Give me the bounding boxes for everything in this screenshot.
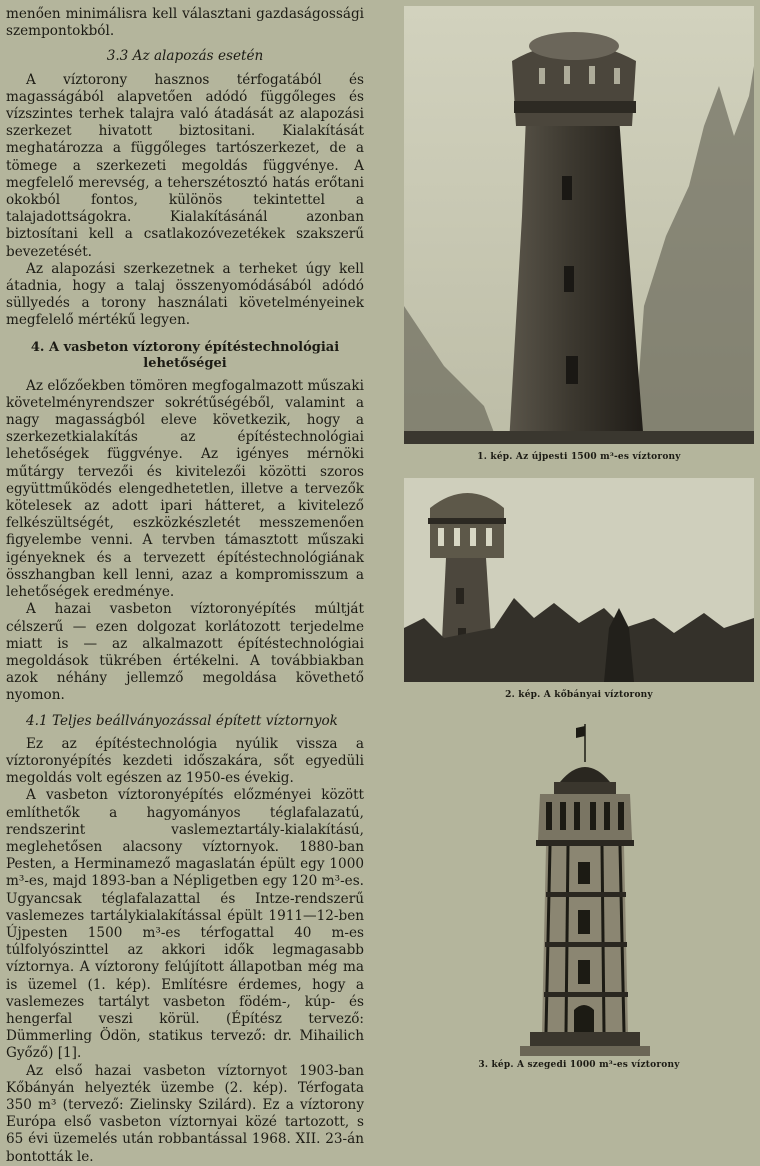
photo-szeged-water-tower <box>520 722 650 1056</box>
paragraph: Az előzőekben tömören megfogalmazott műszaki követelményrendszer sokrétűségéből, valamint a nagy magasságból eleve következik, hogy a szerkezetkialakítás az építéstechnológiai lehetőségek függvénye. Az igényes mérnöki műtárgy tervezői és kivitelezői közötti szoros együttműködés elengedhetetlen, illetve a tervezők kötelesek az adott ipari hátteret, a kivitelező felkészültségét, eszközkészletét messzemenően figyelembe venni. A tervben támasztott műszaki igényeknek és a tervezett építéstechnológiának összhangban kell lenni, azaz a kompromisszum a lehetőségek eredménye. <box>6 377 364 601</box>
ujpest-tower-image <box>404 6 754 444</box>
szeged-tower-image <box>520 722 650 1056</box>
paragraph: Az első hazai vasbeton víztornyot 1903-ban Kőbányán helyezték üzembe (2. kép). Térfogata 350 m³ (tervező: Zielinsky Szilárd). Ez a víztorony Európa első vasbeton víztornyai közé tartozott, s 65 évi üzemelés után robbantással 1968. XII. 23-án bontották le. <box>6 1062 364 1165</box>
paragraph: A hazai vasbeton víztoronyépítés múltját célszerű — ezen dolgozat korlátozott terjedelme miatt is — az alkalmazott építéstechnológiai megoldások tükrében értékelni. A továbbiakban azok néhány jellemző megoldása követhető nyomon. <box>6 601 364 704</box>
photo-ujpest-water-tower <box>404 6 754 444</box>
section-heading-4 <box>6 340 364 372</box>
paragraph: Ez az építéstechnológia nyúlik vissza a víztoronyépítés kezdeti időszakára, sőt egyedüli megoldás volt egészen az 1950-es évekig. <box>6 735 364 787</box>
section-heading-4-line2: lehetőségei <box>143 355 227 371</box>
figure-3-caption: 3. kép. A szegedi 1000 m³-es víztorony <box>478 1060 680 1070</box>
paragraph: A vasbeton víztoronyépítés előzményei között említhetők a hagyományos téglafalazatú, rendszerint vaslemeztartály-kialakítású, meglehetősen alacsony víztornyok. 1880-ban Pesten, a Herminamező magaslatán épült egy 1000 m³-es, majd 1893-ban a Népligetben egy 120 m³-es. Ugyancsak téglafalazattal és Intze-rendszerű vaslemezes tartálykialakítással épült 1911—12-ben Újpesten 1500 m³-es térfogattal 40 m-es túlfolyószinttel az akkori idők legmagasabb víztornya. A víztorony felújított állapotban még ma is üzemel (1. kép). Említésre érdemes, hogy a vaslemezes tartályt vasbeton födém-, kúp- és hengerfal veszi körül. (Építész tervező: Dümmerling Ödön, statikus tervező: dr. Mihailich Győző) [1]. <box>6 787 364 1062</box>
paragraph-continued: menően minimálisra kell választani gazdaságossági szempontokból. <box>6 6 364 40</box>
figure-1-caption: 1. kép. Az újpesti 1500 m³-es víztorony <box>477 452 681 462</box>
section-heading-4-line1: 4. A vasbeton víztorony építéstechnológiai <box>30 339 340 355</box>
text-column <box>6 6 364 1166</box>
figure-2-caption: 2. kép. A kőbányai víztorony <box>505 690 653 700</box>
section-heading-4-1: 4.1 Teljes beállványozással épített víztornyok <box>26 712 338 729</box>
kobanya-tower-image <box>404 478 754 682</box>
section-heading-3-3: 3.3 Az alapozás esetén <box>106 48 264 65</box>
paragraph: A víztorony hasznos térfogatából és magasságából alapvetően adódó függőleges és vízszintes terhek talajra való átadását az alapozási szerkezet hivatott biztositani. Kialakítását meghatározza a függőleges tartószerkezet, de a tömege a szerkezeti megoldás függvénye. A megfelelő merevség, a teherszétosztó hatás erőtani okokból fontos, különös tekintettel a talajadottságokra. Kialakításánál azonban biztosítani kell a csatlakozóvezetékek szakszerű bevezetését. <box>6 71 364 260</box>
photo-kobanya-water-tower <box>404 478 754 682</box>
paragraph: Az alapozási szerkezetnek a terheket úgy kell átadnia, hogy a talaj összenyomódásából adódó süllyedés a torony használati követelményeinek megfelelő mértékű legyen. <box>6 260 364 329</box>
